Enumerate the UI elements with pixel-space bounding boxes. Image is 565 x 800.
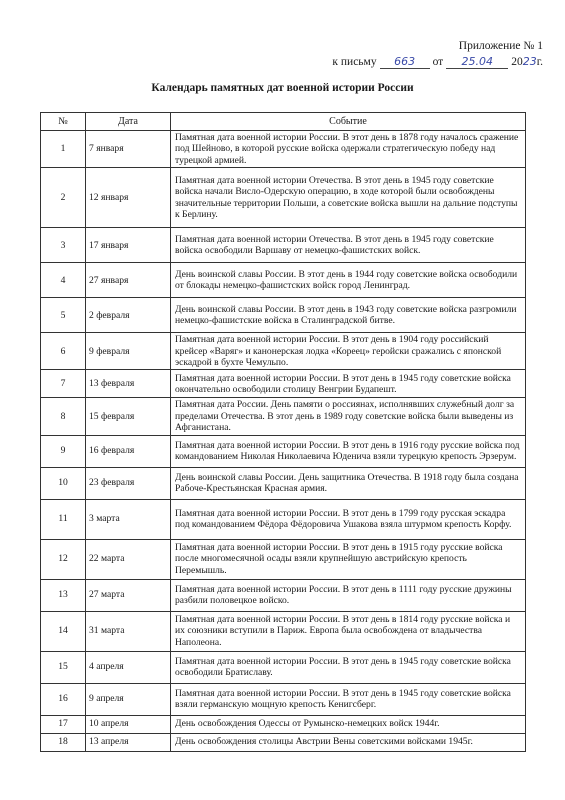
year-end: г. — [536, 56, 543, 68]
table-row — [41, 435, 526, 467]
row-date: 2 февраля — [86, 298, 171, 333]
row-event: Памятная дата военной истории России. В этот день в 1799 году русская эскадра под командованием Фёдора Фёдоровича Ушакова взяла штурмом крепость Корфу. — [171, 499, 526, 539]
row-event: Памятная дата военной истории России. В этот день в 1945 году советские войска окончательно освободили столицу Венгрии Будапешт. — [171, 370, 526, 398]
row-number: 11 — [41, 499, 86, 539]
row-date: 22 марта — [86, 539, 171, 579]
row-date: 27 января — [86, 263, 171, 298]
table-row — [41, 168, 526, 228]
row-event: Памятная дата военной истории России. В этот день в 1878 году началось сражение под Шейново, в которой русские войска одержали стратегическую победу над турецкой армией. — [171, 131, 526, 168]
row-event: День освобождения Одессы от Румынско-немецких войск 1944г. — [171, 715, 526, 733]
row-event: Памятная дата военной истории России. В этот день в 1904 году российский крейсер «Варяг» и канонерская лодка «Кореец» геройски сражались с японской эскадрой в бухте Чемульпо. — [171, 333, 526, 370]
row-date: 31 марта — [86, 611, 171, 651]
table-row — [41, 611, 526, 651]
row-event: День воинской славы России. День защитника Отечества. В 1918 году была создана Рабоче-Крестьянская Красная армия. — [171, 467, 526, 499]
row-date: 15 февраля — [86, 398, 171, 435]
row-number: 7 — [41, 370, 86, 398]
table-row — [41, 579, 526, 611]
row-date: 3 марта — [86, 499, 171, 539]
column-header-event: Событие — [171, 113, 526, 131]
row-date: 9 апреля — [86, 683, 171, 715]
row-date: 12 января — [86, 168, 171, 228]
row-event: Памятная дата военной истории России. В этот день в 1111 году русские дружины разбили половецкое войско. — [171, 579, 526, 611]
row-date: 27 марта — [86, 579, 171, 611]
row-number: 12 — [41, 539, 86, 579]
row-date: 7 января — [86, 131, 171, 168]
row-number: 15 — [41, 651, 86, 683]
row-date: 9 февраля — [86, 333, 171, 370]
year-suffix: 23 — [522, 55, 537, 68]
row-event: День воинской славы России. В этот день в 1944 году советские войска освободили от блокады немецко-фашистских войск город Ленинград. — [171, 263, 526, 298]
appendix-label: Приложение № 1 — [458, 40, 543, 52]
row-event: День воинской славы России. В этот день в 1943 году советские войска разгромили немецко-фашистские войска в Сталинградской битве. — [171, 298, 526, 333]
table-row — [41, 467, 526, 499]
row-number: 2 — [41, 168, 86, 228]
row-event: День освобождения столицы Австрии Вены советскими войсками 1945г. — [171, 733, 526, 751]
row-number: 17 — [41, 715, 86, 733]
row-number: 10 — [41, 467, 86, 499]
row-event: Памятная дата военной истории России. В этот день в 1945 году советские войска взяли германскую мощную крепость Кенигсберг. — [171, 683, 526, 715]
row-number: 5 — [41, 298, 86, 333]
table-row — [41, 398, 526, 435]
row-number: 18 — [41, 733, 86, 751]
table-header-row — [41, 113, 526, 131]
table-row — [41, 539, 526, 579]
table-row — [41, 333, 526, 370]
row-event: Памятная дата военной истории России. В этот день в 1814 году русские войска и их союзники вступили в Париж. Европа была освобождена от владычества Наполеона. — [171, 611, 526, 651]
table-row — [41, 370, 526, 398]
row-number: 6 — [41, 333, 86, 370]
table-row — [41, 228, 526, 263]
row-number: 13 — [41, 579, 86, 611]
row-number: 14 — [41, 611, 86, 651]
row-number: 9 — [41, 435, 86, 467]
table-row — [41, 733, 526, 751]
row-date: 17 января — [86, 228, 171, 263]
table-row — [41, 263, 526, 298]
letter-date: 25.04 — [446, 56, 508, 69]
row-number: 16 — [41, 683, 86, 715]
table-row — [41, 131, 526, 168]
appendix-header — [332, 38, 543, 70]
row-date: 13 апреля — [86, 733, 171, 751]
column-header-number: № — [41, 113, 86, 131]
table-row — [41, 499, 526, 539]
year-field — [511, 54, 543, 70]
column-header-date: Дата — [86, 113, 171, 131]
row-date: 23 февраля — [86, 467, 171, 499]
row-date: 10 апреля — [86, 715, 171, 733]
letter-number: 663 — [380, 56, 430, 69]
table-row — [41, 683, 526, 715]
row-date: 4 апреля — [86, 651, 171, 683]
table-row — [41, 715, 526, 733]
document-title: Календарь памятных дат военной истории России — [151, 82, 414, 94]
row-event: Памятная дата военной истории России. В этот день в 1916 году русские войска под командованием Николая Николаевича Юденича взяли турецкую крепость Эрзерум. — [171, 435, 526, 467]
row-event: Памятная дата военной истории Отечества. В этот день в 1945 году советские войска освободили Варшаву от немецко-фашистских войск. — [171, 228, 526, 263]
year-prefix: 20 — [511, 56, 523, 68]
table-row — [41, 651, 526, 683]
table-row — [41, 298, 526, 333]
row-event: Памятная дата военной истории России. В этот день в 1915 году русские войска после многомесячной осады взяли крупнейшую австрийскую крепость Перемышль. — [171, 539, 526, 579]
letter-reference — [332, 54, 543, 70]
date-prefix: от — [432, 56, 444, 68]
row-event: Памятная дата военной истории Отечества. В этот день в 1945 году советские войска начали Висло-Одерскую операцию, в ходе которой были освобождены значительные территории Польши, а советские войска вышли на дальние подступы к Берлину. — [171, 168, 526, 228]
row-number: 8 — [41, 398, 86, 435]
row-number: 4 — [41, 263, 86, 298]
row-event: Памятная дата России. День памяти о россиянах, исполнявших служебный долг за пределами Отечества. В этот день в 1989 году советские войска были выведены из Афганистана. — [171, 398, 526, 435]
letter-prefix: к письму — [332, 56, 377, 68]
dates-table — [40, 112, 526, 752]
row-event: Памятная дата военной истории России. В этот день в 1945 году советские войска освободили Братиславу. — [171, 651, 526, 683]
row-number: 3 — [41, 228, 86, 263]
row-date: 13 февраля — [86, 370, 171, 398]
row-number: 1 — [41, 131, 86, 168]
row-date: 16 февраля — [86, 435, 171, 467]
